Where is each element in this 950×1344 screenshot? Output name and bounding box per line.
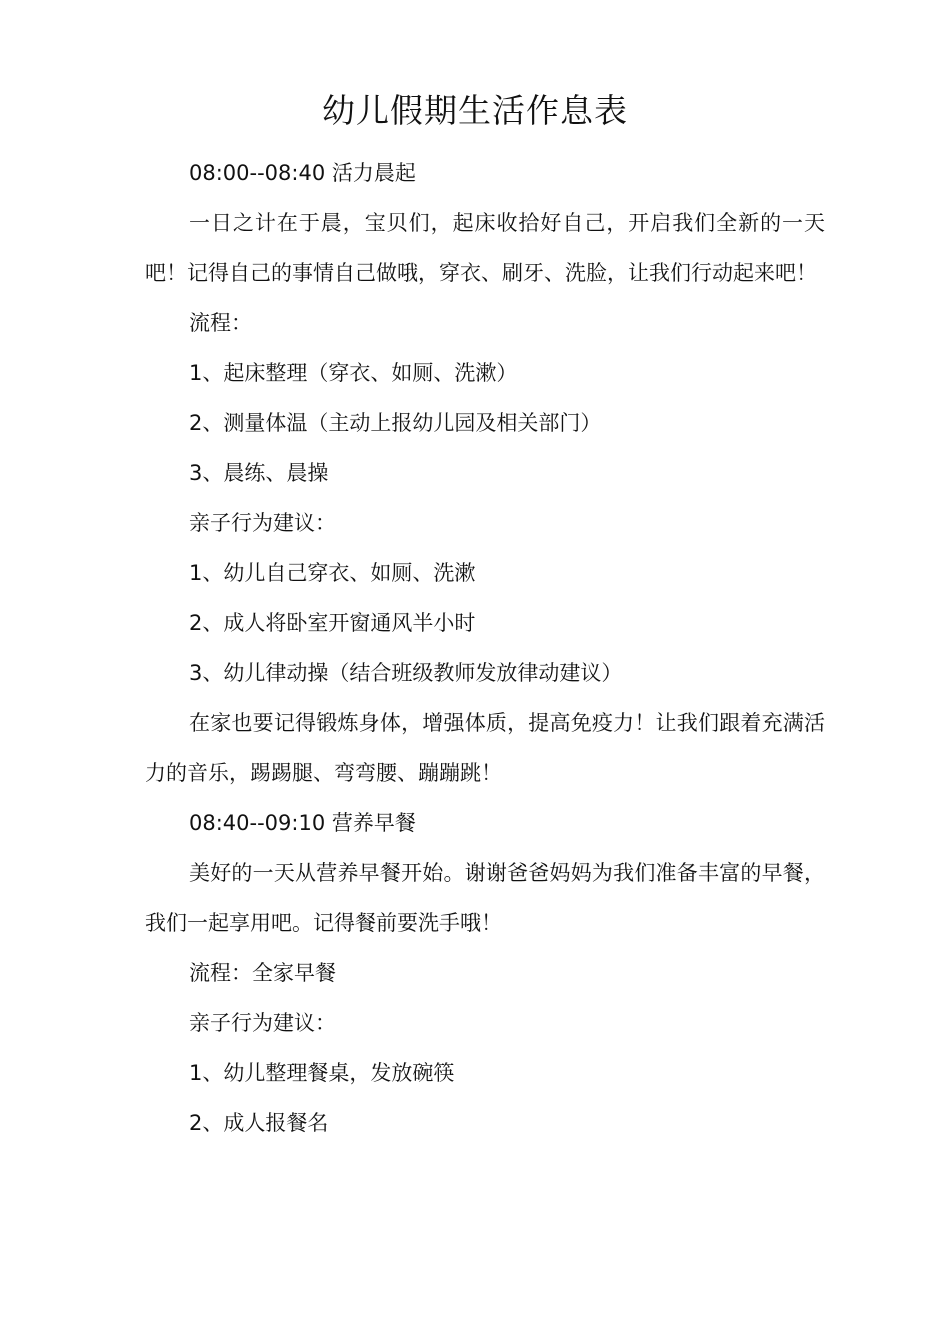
paragraph-exercise: 在家也要记得锻炼身体，增强体质，提高免疫力！让我们跟着充满活力的音乐，踢踢腿、弯弯腰、蹦蹦跳！: [145, 711, 825, 785]
list-item: 2、成人报餐名: [189, 1111, 329, 1135]
section-heading-breakfast: 08:40--09:10 营养早餐: [189, 811, 416, 835]
paragraph-morning-intro: 一日之计在于晨，宝贝们，起床收拾好自己，开启我们全新的一天吧！记得自己的事情自己做哦，穿衣、刷牙、洗脸，让我们行动起来吧！: [145, 211, 825, 285]
process-label: 流程：: [189, 311, 252, 335]
list-item: 3、幼儿律动操（结合班级教师发放律动建议）: [189, 661, 623, 685]
advice-label: 亲子行为建议：: [189, 511, 336, 535]
list-item: 1、起床整理（穿衣、如厕、洗漱）: [189, 361, 518, 385]
document-body: [145, 148, 825, 1148]
section-heading-morning: 08:00--08:40 活力晨起: [189, 161, 416, 185]
process-label: 流程：全家早餐: [189, 961, 336, 985]
paragraph-breakfast-intro: 美好的一天从营养早餐开始。谢谢爸爸妈妈为我们准备丰富的早餐，我们一起享用吧。记得餐前要洗手哦！: [145, 861, 825, 935]
document-title: 幼儿假期生活作息表: [322, 91, 628, 130]
list-item: 2、成人将卧室开窗通风半小时: [189, 611, 476, 635]
list-item: 1、幼儿整理餐桌，发放碗筷: [189, 1061, 455, 1085]
advice-label: 亲子行为建议：: [189, 1011, 336, 1035]
list-item: 2、测量体温（主动上报幼儿园及相关部门）: [189, 411, 602, 435]
list-item: 3、晨练、晨操: [189, 461, 329, 485]
list-item: 1、幼儿自己穿衣、如厕、洗漱: [189, 561, 476, 585]
